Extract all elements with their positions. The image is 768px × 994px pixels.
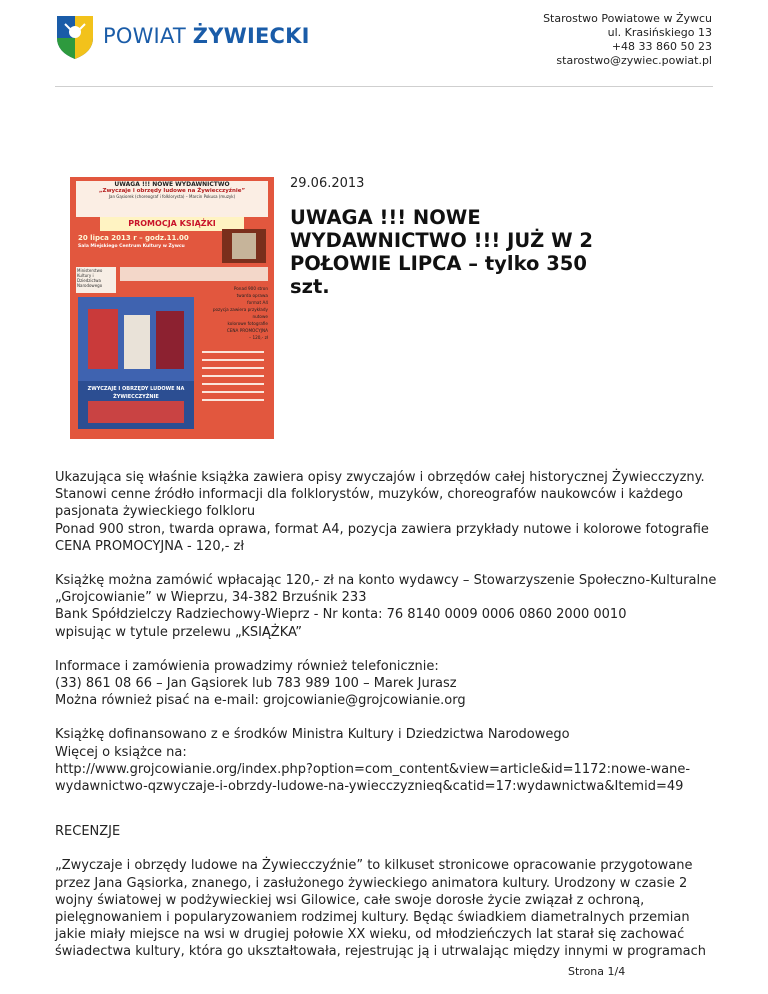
contact-email[interactable]: starostwo@zywiec.powiat.pl [556,54,712,67]
poster-event-date: 20 lipca 2013 r – godz.11.00 [78,234,189,242]
poster-book-title: „Zwyczaje i obrzędy ludowe na Żywiecczyźnie” [98,188,246,194]
contact-block [543,12,712,68]
poster-headline: UWAGA !!! NOWE WYDAWNICTWO [114,181,230,188]
paragraph-ordering: Książkę można zamówić wpłacając 120,- zł na konto wydawcy – Stowarzyszenie Społeczno-Kulturalne „Grojcowianie” w Wieprzu, 34-382 Brzuśnik 233 Bank Spółdzielczy Radziechowy-Wieprz - Nr konta: 76 8140 0009 0006 0860 2000 0010 wpisując w tytule przelewu „KSIĄŻKA” [55,573,717,640]
paragraph-intro: Ukazująca się właśnie książka zawiera opisy zwyczajów i obrzędów całej historycznej Żywiecczyzny. Stanowi cenne źródło informacji dla folklorystów, muzyków, choreografów naukowców i każdego pasjonata żywieckiego folkloru Ponad 900 stron, twarda oprawa, format A4, pozycja zawiera przykłady nutowe i kolorowe fotografie CENA PROMOCYJNA - 120,- zł [55,470,709,554]
poster-church-photo [222,229,266,263]
paragraph-contact: Informace i zamówienia prowadzimy również telefonicznie: (33) 861 08 66 – Jan Gąsiorek lub 783 989 100 – Marek Jurasz Można również pisać na e-mail: grojcowianie@grojcowianie.org [55,658,725,710]
article-date: 29.06.2013 [290,176,365,191]
poster-features: Ponad 900 stron twarda oprawa format A4 pozycja zawiera przykłady nutowe kolorowe fotografie CENA PROMOCYJNA – 120,- zł [212,286,268,340]
poster-description [120,267,268,281]
article-body [55,469,725,978]
header-divider [55,86,713,87]
contact-street: ul. Krasińskiego 13 [607,26,712,39]
contact-email-link[interactable]: Można również pisać na e-mail: grojcowianie@grojcowianie.org [55,693,466,709]
contact-phone: +48 33 860 50 23 [611,40,712,53]
poster-ministry-logo: Ministerstwo Kultury i Dziedzictwa Narodowego [76,267,116,293]
poster-promo-banner: PROMOCJA KSIĄŻKI [100,217,244,231]
article-title: UWAGA !!! NOWE WYDAWNICTWO !!! JUŻ W 2 POŁOWIE LIPCA – tylko 350 szt. [290,206,593,298]
poster-book-cover [78,297,194,429]
poster-header-panel [76,181,268,217]
poster-venue: Sala Miejskiego Centrum Kultury w Żywcu [78,244,185,249]
more-info-link[interactable]: http://www.grojcowianie.org/index.php?option=com_content&view=article&id=1172:nowe-wane- [55,761,691,777]
book-promo-poster[interactable] [70,177,274,439]
paragraph-funding: Książkę dofinansowano z e środków Ministra Kultury i Dziedzictwa Narodowego Więcej o książce na: http://www.grojcowianie.org/index.php?option=com_content&view=article&id=1172:nowe-wane- wydawnictwo-qzwyczaje-i-obrzdy-ludowe-na-ywiecczyznieq&catid=17:wydawnictwa&Itemid=49 [55,726,725,795]
poster-cover-photo [78,297,194,381]
poster-cover-dancers [88,401,184,423]
logo-wordmark: POWIAT ŻYWIECKI [103,24,310,48]
more-info-link-cont[interactable]: wydawnictwo-qzwyczaje-i-obrzdy-ludowe-na-ywiecczyznieq&catid=17:wydawnictwa&Itemid=49 [55,779,684,795]
page-number: Strona 1/4 [568,965,626,978]
reviews-heading: RECENZJE [55,824,121,840]
poster-order-info [198,345,268,427]
poster-authors: Jan Gąsiorek (choreograf i folklorysta) – Marcin Pokusa (muzyk) [108,194,236,199]
contact-office: Starostwo Powiatowe w Żywcu [543,12,712,25]
poster-cover-title: ZWYCZAJE I OBRZĘDY LUDOWE NA ŻYWIECCZYŹNIE [87,386,185,400]
coat-of-arms-icon [55,14,95,60]
paragraph-review: „Zwyczaje i obrzędy ludowe na Żywiecczyźnie” to kilkuset stronicowe opracowanie przygotowane przez Jana Gąsiorka, znanego, i zasłużonego żywieckiego animatora kultury. Urodzony w czasie 2 wojny światowej w podżywieckiej wsi Gilowice, całe swoje dorosłe życie związał z ochroną, pielęgnowaniem i popularyzowaniem rodzimej kultury. Będąc świadkiem diametralnych przemian jakie miały miejsce na wsi w drugiej połowie XX wieku, od młodzieńczych lat starał się zachować świadectwa kultury, która go ukształtowała, rejestrując ją i utrwalając między innymi w programach [55,858,707,960]
powiat-logo[interactable] [55,14,310,62]
